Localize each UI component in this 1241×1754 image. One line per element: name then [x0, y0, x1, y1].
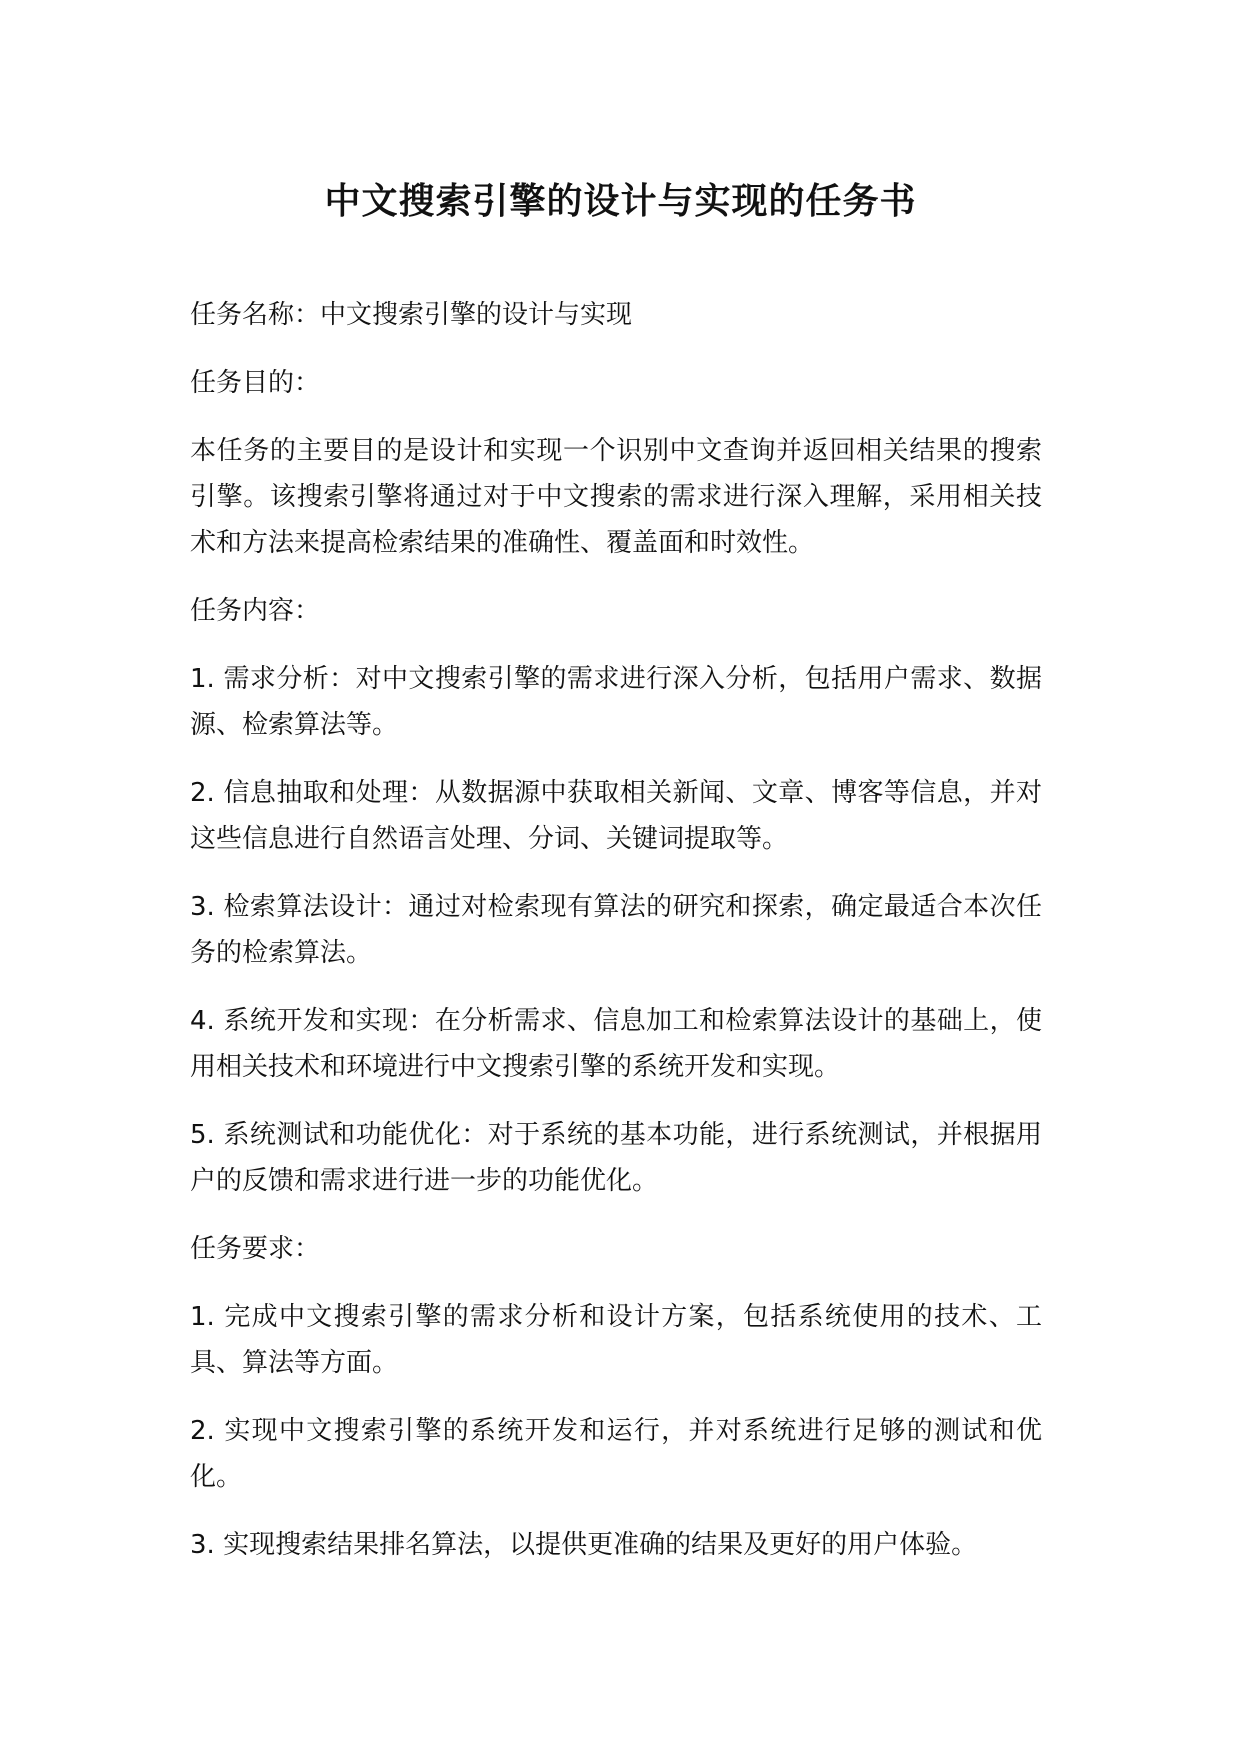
requirement-item: 1. 完成中文搜索引擎的需求分析和设计方案，包括系统使用的技术、工具、算法等方面。	[190, 1302, 1042, 1378]
requirement-item: 2. 实现中文搜索引擎的系统开发和运行，并对系统进行足够的测试和优化。	[190, 1416, 1042, 1492]
requirements-heading: 任务要求：	[190, 1234, 321, 1264]
content-heading: 任务内容：	[190, 596, 321, 626]
requirement-item: 3. 实现搜索结果排名算法，以提供更准确的结果及更好的用户体验。	[190, 1530, 978, 1560]
content-item: 5. 系统测试和功能优化：对于系统的基本功能，进行系统测试，并根据用户的反馈和需求进行进一步的功能优化。	[190, 1120, 1042, 1196]
content-item: 3. 检索算法设计：通过对检索现有算法的研究和探索，确定最适合本次任务的检索算法。	[190, 892, 1042, 968]
content-item: 1. 需求分析：对中文搜索引擎的需求进行深入分析，包括用户需求、数据源、检索算法等。	[190, 664, 1042, 740]
purpose-heading: 任务目的：	[190, 368, 321, 398]
content-item: 2. 信息抽取和处理：从数据源中获取相关新闻、文章、博客等信息，并对这些信息进行自然语言处理、分词、关键词提取等。	[190, 778, 1042, 854]
document-body	[190, 292, 1042, 1590]
purpose-text: 本任务的主要目的是设计和实现一个识别中文查询并返回相关结果的搜索引擎。该搜索引擎将通过对于中文搜索的需求进行深入理解，采用相关技术和方法来提高检索结果的准确性、覆盖面和时效性。	[190, 436, 1042, 558]
content-item: 4. 系统开发和实现：在分析需求、信息加工和检索算法设计的基础上，使用相关技术和环境进行中文搜索引擎的系统开发和实现。	[190, 1006, 1042, 1082]
task-name: 任务名称：中文搜索引擎的设计与实现	[190, 300, 633, 330]
document-title: 中文搜索引擎的设计与实现的任务书	[324, 181, 917, 222]
